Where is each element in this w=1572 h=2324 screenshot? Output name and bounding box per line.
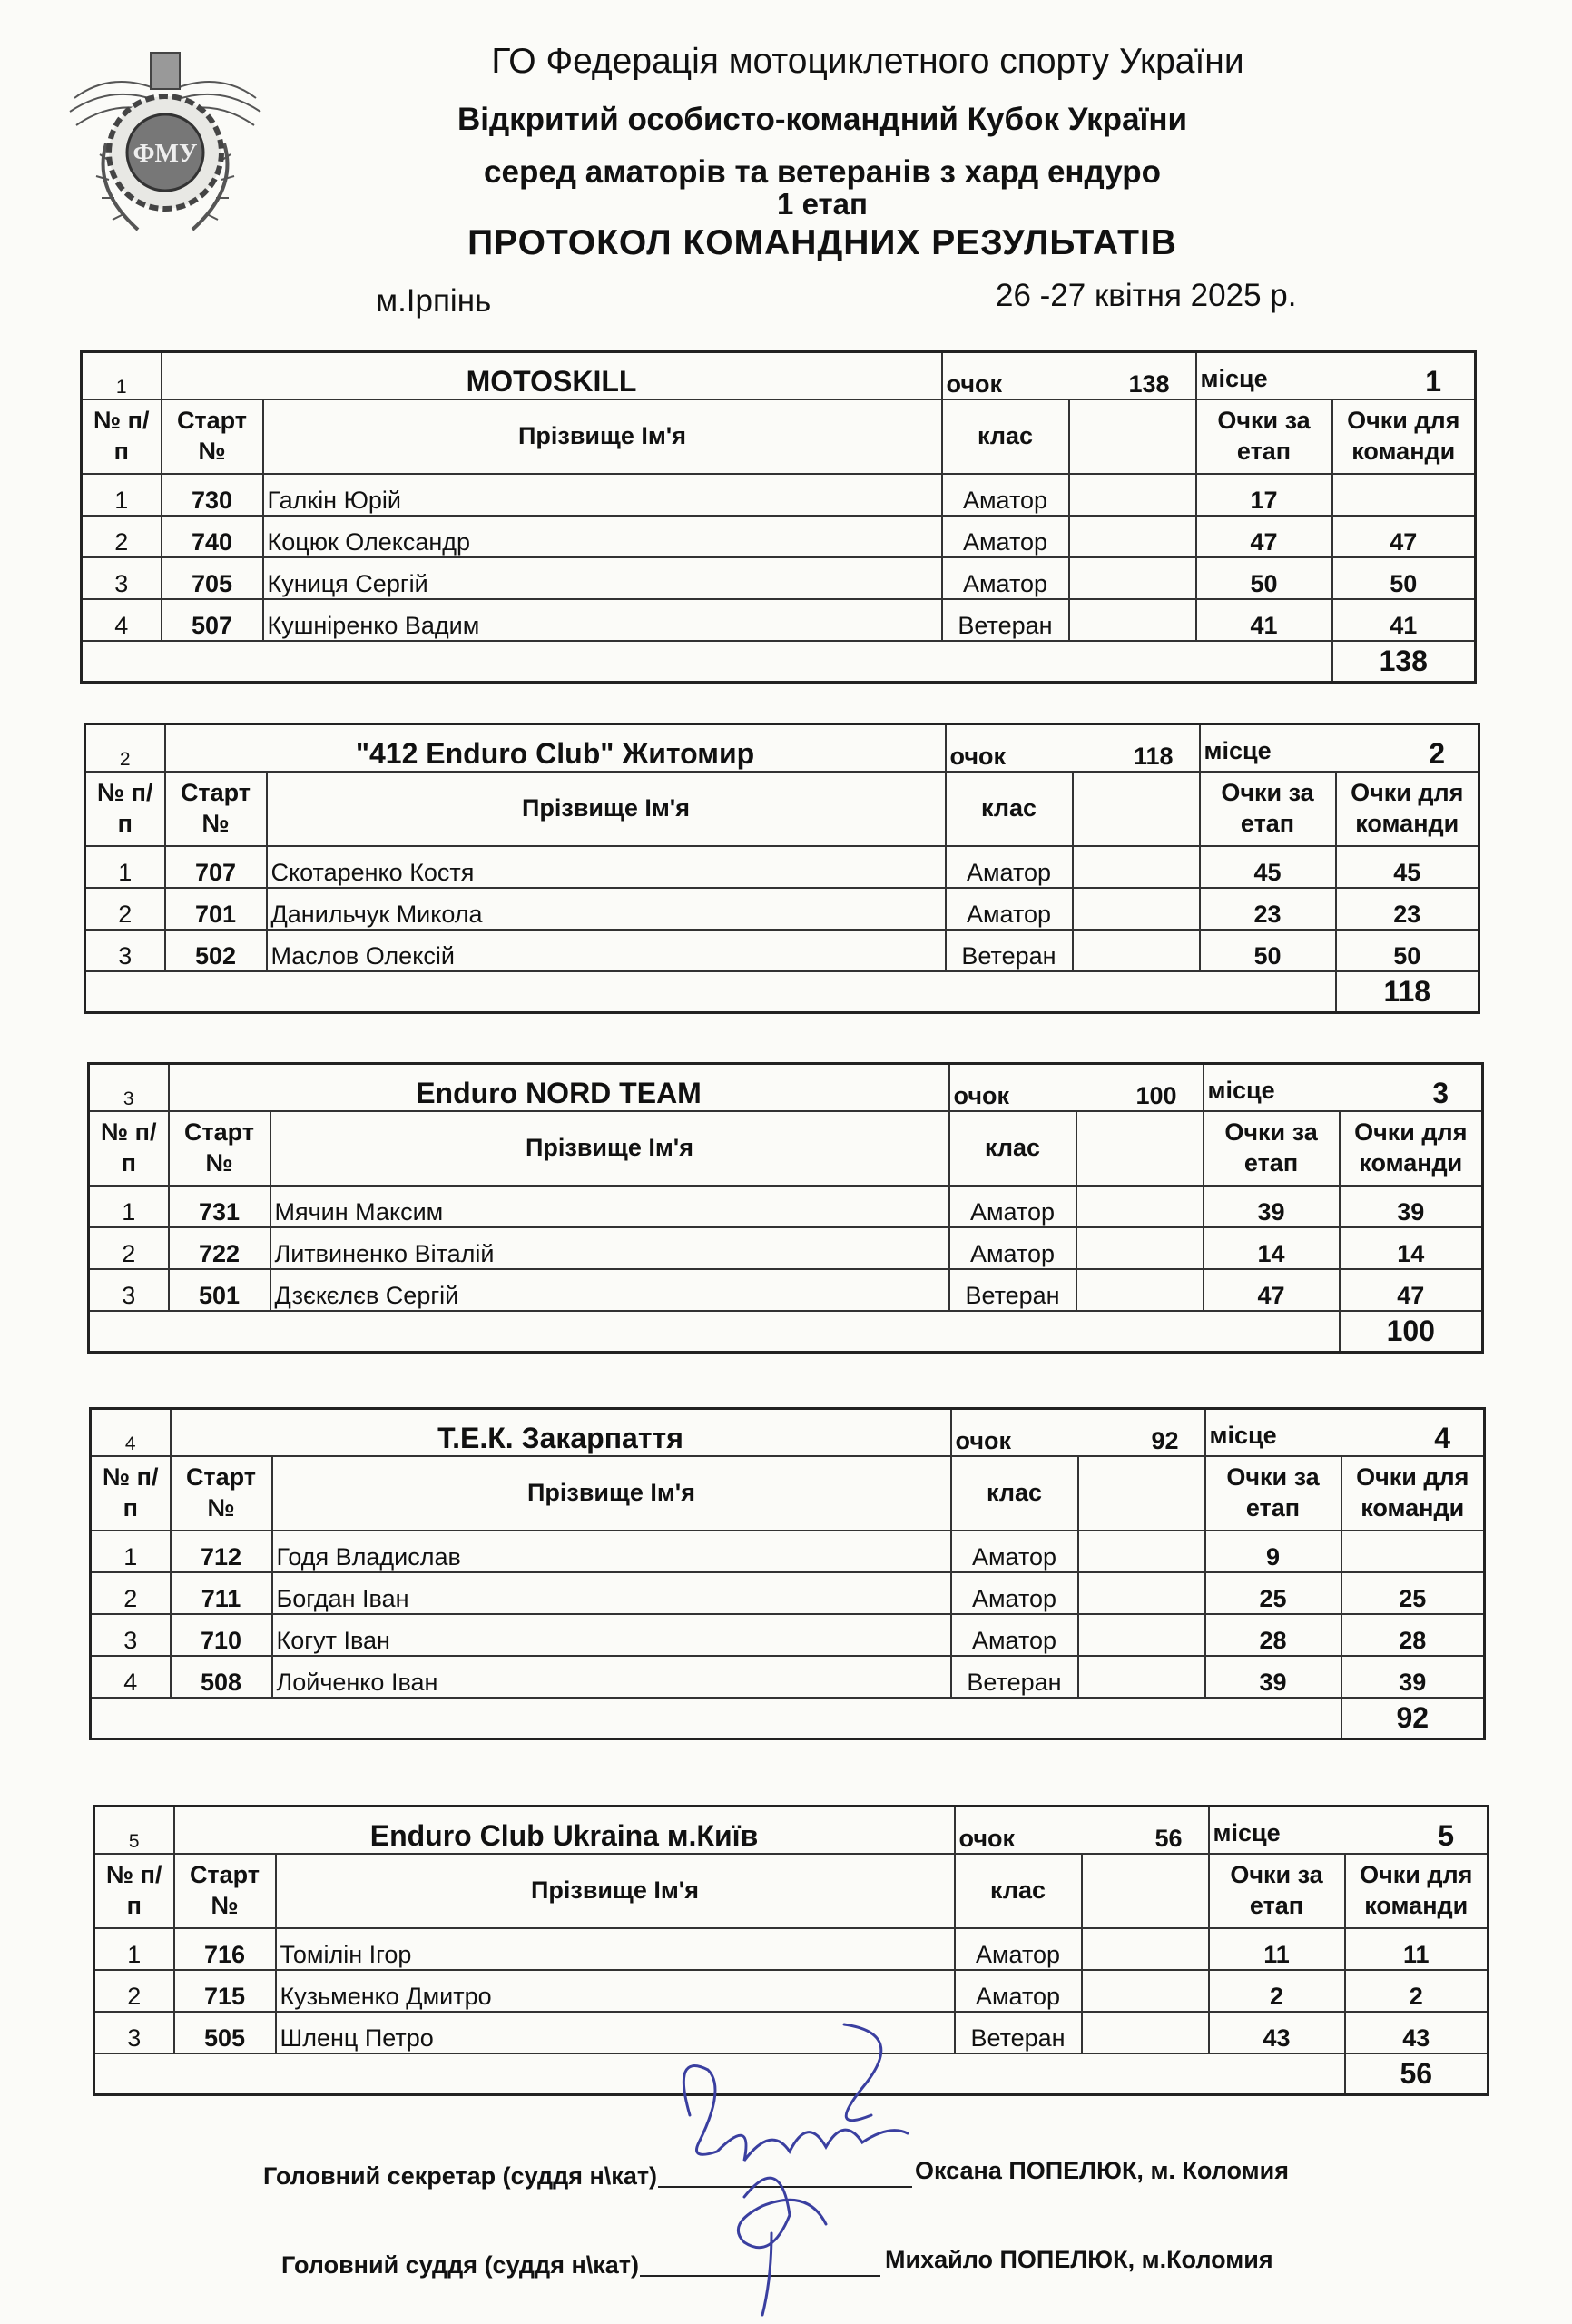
points-value: 92 <box>1151 1426 1179 1454</box>
event-city: м.Ірпінь <box>376 283 492 319</box>
col-no-header: № п/п <box>82 399 162 474</box>
rider-start: 712 <box>171 1531 272 1572</box>
points-value: 138 <box>1128 369 1170 398</box>
rider-no: 1 <box>94 1928 174 1970</box>
col-start-header: Старт № <box>162 399 263 474</box>
rider-team-points: 14 <box>1340 1227 1483 1269</box>
team-number: 4 <box>91 1409 171 1456</box>
column-header-row <box>89 1111 1483 1186</box>
rider-class: Ветеран <box>942 599 1069 641</box>
team-points <box>955 1807 1209 1854</box>
rider-team-points: 50 <box>1336 930 1479 971</box>
col-stage-header: Очки за етап <box>1200 772 1336 846</box>
rider-start: 710 <box>171 1614 272 1656</box>
team-total: 100 <box>1340 1311 1483 1353</box>
rider-blank <box>1069 516 1196 557</box>
rider-name: Куниця Сергій <box>263 557 942 599</box>
col-stage-header: Очки за етап <box>1204 1111 1340 1186</box>
col-team-header: Очки для команди <box>1332 399 1476 474</box>
rider-blank <box>1076 1227 1204 1269</box>
col-blank-header <box>1082 1854 1209 1928</box>
col-stage-header: Очки за етап <box>1205 1456 1341 1531</box>
table-row <box>85 846 1479 888</box>
secretary-name: Оксана ПОПЕЛЮК, м. Коломия <box>915 2157 1289 2184</box>
col-name-header: Прізвище Ім'я <box>267 772 946 846</box>
rider-stage-points: 41 <box>1196 599 1332 641</box>
rider-team-points: 47 <box>1340 1269 1483 1311</box>
rider-class: Аматор <box>942 474 1069 516</box>
rider-start: 507 <box>162 599 263 641</box>
rider-start: 716 <box>174 1928 276 1970</box>
rider-name: Мячин Максим <box>270 1186 949 1227</box>
team-number: 3 <box>89 1064 169 1111</box>
category-title: серед аматорів та ветеранів з хард ендуро <box>484 154 1161 190</box>
team-table <box>80 350 1477 684</box>
logo-text: ФМУ <box>133 140 198 168</box>
team-place <box>1209 1807 1488 1854</box>
place-label: місце <box>1200 364 1268 392</box>
team-number: 1 <box>82 352 162 399</box>
team-name: MOTOSKILL <box>162 352 942 399</box>
team-place <box>1200 724 1479 772</box>
team-name: Т.Е.К. Закарпаття <box>171 1409 951 1456</box>
col-name-header: Прізвище Ім'я <box>276 1854 955 1928</box>
total-blank <box>85 971 1336 1013</box>
stage-title: 1 етап <box>777 187 868 221</box>
column-header-row <box>94 1854 1488 1928</box>
col-no-header: № п/п <box>91 1456 171 1531</box>
points-label: очок <box>955 1426 1012 1454</box>
col-class-header: клас <box>951 1456 1078 1531</box>
rider-blank <box>1082 2012 1209 2053</box>
table-row <box>94 1970 1488 2012</box>
rider-class: Аматор <box>955 1970 1082 2012</box>
rider-blank <box>1076 1186 1204 1227</box>
rider-class: Ветеран <box>955 2012 1082 2053</box>
rider-blank <box>1073 846 1200 888</box>
team-total-row <box>85 971 1479 1013</box>
place-value: 5 <box>1438 1818 1455 1852</box>
rider-no: 3 <box>85 930 165 971</box>
rider-start: 502 <box>165 930 267 971</box>
rider-blank <box>1078 1531 1205 1572</box>
team-total: 118 <box>1336 971 1479 1013</box>
rider-start: 501 <box>169 1269 270 1311</box>
rider-name: Дзєкєлєв Сергій <box>270 1269 949 1311</box>
rider-blank <box>1069 474 1196 516</box>
place-label: місце <box>1213 1818 1281 1846</box>
col-no-header: № п/п <box>85 772 165 846</box>
table-row <box>94 1928 1488 1970</box>
table-row <box>82 516 1476 557</box>
team-points <box>942 352 1196 399</box>
team-total-row <box>91 1698 1485 1739</box>
rider-team-points: 11 <box>1345 1928 1488 1970</box>
col-stage-header: Очки за етап <box>1196 399 1332 474</box>
team-total: 92 <box>1341 1698 1485 1739</box>
table-row <box>89 1269 1483 1311</box>
place-label: місце <box>1209 1421 1277 1449</box>
rider-team-points: 41 <box>1332 599 1476 641</box>
team-points <box>949 1064 1204 1111</box>
points-label: очок <box>949 742 1007 770</box>
rider-team-points: 50 <box>1332 557 1476 599</box>
rider-start: 711 <box>171 1572 272 1614</box>
rider-class: Аматор <box>951 1531 1078 1572</box>
column-header-row <box>91 1456 1485 1531</box>
rider-stage-points: 50 <box>1200 930 1336 971</box>
points-value: 118 <box>1133 742 1174 770</box>
rider-stage-points: 9 <box>1205 1531 1341 1572</box>
judge-label: Головний суддя (суддя н\кат) <box>281 2251 640 2279</box>
rider-class: Ветеран <box>946 930 1073 971</box>
rider-blank <box>1078 1614 1205 1656</box>
rider-stage-points: 2 <box>1209 1970 1345 2012</box>
rider-start: 715 <box>174 1970 276 2012</box>
rider-class: Аматор <box>951 1572 1078 1614</box>
rider-blank <box>1082 1970 1209 2012</box>
federation-title: ГО Федерація мотоциклетного спорту України <box>491 42 1244 81</box>
column-header-row <box>85 772 1479 846</box>
table-row <box>82 599 1476 641</box>
place-value: 1 <box>1425 364 1442 398</box>
rider-name: Галкін Юрій <box>263 474 942 516</box>
team-name: Enduro Club Ukraina м.Київ <box>174 1807 955 1854</box>
table-row <box>91 1531 1485 1572</box>
team-place <box>1205 1409 1485 1456</box>
rider-start: 505 <box>174 2012 276 2053</box>
rider-start: 730 <box>162 474 263 516</box>
rider-name: Литвиненко Віталій <box>270 1227 949 1269</box>
rider-stage-points: 14 <box>1204 1227 1340 1269</box>
team-place <box>1196 352 1476 399</box>
col-class-header: клас <box>942 399 1069 474</box>
rider-name: Коцюк Олександр <box>263 516 942 557</box>
col-blank-header <box>1076 1111 1204 1186</box>
rider-no: 1 <box>89 1186 169 1227</box>
rider-name: Шленц Петро <box>276 2012 955 2053</box>
team-title-row <box>85 724 1479 772</box>
rider-class: Аматор <box>951 1614 1078 1656</box>
rider-start: 740 <box>162 516 263 557</box>
judge-name: Михайло ПОПЕЛЮК, м.Коломия <box>885 2246 1273 2273</box>
col-team-header: Очки для команди <box>1345 1854 1488 1928</box>
col-no-header: № п/п <box>94 1854 174 1928</box>
team-total: 56 <box>1345 2053 1488 2095</box>
col-team-header: Очки для команди <box>1340 1111 1483 1186</box>
rider-name: Скотаренко Костя <box>267 846 946 888</box>
rider-blank <box>1069 557 1196 599</box>
rider-stage-points: 17 <box>1196 474 1332 516</box>
team-name: Enduro NORD TEAM <box>169 1064 949 1111</box>
rider-team-points: 28 <box>1341 1614 1485 1656</box>
col-start-header: Старт № <box>169 1111 270 1186</box>
rider-class: Ветеран <box>949 1269 1076 1311</box>
rider-blank <box>1082 1928 1209 1970</box>
rider-team-points: 43 <box>1345 2012 1488 2053</box>
rider-name: Маслов Олексій <box>267 930 946 971</box>
table-row <box>82 557 1476 599</box>
total-blank <box>89 1311 1340 1353</box>
rider-start: 731 <box>169 1186 270 1227</box>
team-title-row <box>94 1807 1488 1854</box>
col-team-header: Очки для команди <box>1336 772 1479 846</box>
total-blank <box>82 641 1332 683</box>
rider-stage-points: 39 <box>1205 1656 1341 1698</box>
rider-name: Кузьменко Дмитро <box>276 1970 955 2012</box>
handwritten-signature <box>635 2015 935 2324</box>
rider-no: 3 <box>82 557 162 599</box>
rider-stage-points: 50 <box>1196 557 1332 599</box>
table-row <box>89 1186 1483 1227</box>
rider-start: 701 <box>165 888 267 930</box>
rider-blank <box>1069 599 1196 641</box>
col-team-header: Очки для команди <box>1341 1456 1485 1531</box>
rider-stage-points: 43 <box>1209 2012 1345 2053</box>
rider-name: Богдан Іван <box>272 1572 951 1614</box>
col-start-header: Старт № <box>174 1854 276 1928</box>
rider-team-points: 25 <box>1341 1572 1485 1614</box>
table-row <box>85 888 1479 930</box>
rider-no: 2 <box>85 888 165 930</box>
rider-team-points: 2 <box>1345 1970 1488 2012</box>
team-number: 2 <box>85 724 165 772</box>
cup-title: Відкритий особисто-командний Кубок України <box>457 102 1188 137</box>
rider-name: Когут Іван <box>272 1614 951 1656</box>
total-blank <box>91 1698 1341 1739</box>
rider-start: 722 <box>169 1227 270 1269</box>
rider-no: 2 <box>89 1227 169 1269</box>
rider-name: Томілін Ігор <box>276 1928 955 1970</box>
rider-no: 1 <box>82 474 162 516</box>
rider-stage-points: 45 <box>1200 846 1336 888</box>
table-row <box>89 1227 1483 1269</box>
rider-blank <box>1078 1656 1205 1698</box>
rider-stage-points: 28 <box>1205 1614 1341 1656</box>
team-title-row <box>91 1409 1485 1456</box>
team-total-row <box>82 641 1476 683</box>
rider-stage-points: 47 <box>1196 516 1332 557</box>
place-value: 4 <box>1434 1421 1450 1454</box>
team-title-row <box>82 352 1476 399</box>
rider-class: Аматор <box>946 846 1073 888</box>
rider-stage-points: 11 <box>1209 1928 1345 1970</box>
rider-start: 508 <box>171 1656 272 1698</box>
place-value: 2 <box>1429 736 1446 770</box>
rider-team-points: 47 <box>1332 516 1476 557</box>
rider-blank <box>1073 930 1200 971</box>
column-header-row <box>82 399 1476 474</box>
rider-no: 4 <box>82 599 162 641</box>
rider-no: 2 <box>91 1572 171 1614</box>
rider-name: Годя Владислав <box>272 1531 951 1572</box>
team-name: "412 Enduro Club" Житомир <box>165 724 946 772</box>
rider-stage-points: 25 <box>1205 1572 1341 1614</box>
rider-start: 705 <box>162 557 263 599</box>
rider-team-points <box>1341 1531 1485 1572</box>
team-total-row <box>89 1311 1483 1353</box>
rider-blank <box>1073 888 1200 930</box>
rider-name: Данильчук Микола <box>267 888 946 930</box>
rider-class: Аматор <box>955 1928 1082 1970</box>
rider-no: 3 <box>94 2012 174 2053</box>
place-value: 3 <box>1432 1076 1449 1109</box>
team-table <box>87 1062 1484 1354</box>
team-title-row <box>89 1064 1483 1111</box>
rider-team-points: 39 <box>1341 1656 1485 1698</box>
col-class-header: клас <box>946 772 1073 846</box>
col-class-header: клас <box>955 1854 1082 1928</box>
team-total: 138 <box>1332 641 1476 683</box>
points-label: очок <box>953 1081 1010 1109</box>
table-row <box>91 1572 1485 1614</box>
rider-stage-points: 23 <box>1200 888 1336 930</box>
team-table <box>84 723 1480 1014</box>
secretary-label: Головний секретар (суддя н\кат) <box>263 2162 658 2190</box>
rider-no: 4 <box>91 1656 171 1698</box>
rider-stage-points: 39 <box>1204 1186 1340 1227</box>
col-name-header: Прізвище Ім'я <box>270 1111 949 1186</box>
team-points <box>946 724 1200 772</box>
rider-team-points <box>1332 474 1476 516</box>
rider-start: 707 <box>165 846 267 888</box>
rider-team-points: 39 <box>1340 1186 1483 1227</box>
place-label: місце <box>1204 736 1272 764</box>
team-points <box>951 1409 1205 1456</box>
col-name-header: Прізвище Ім'я <box>272 1456 951 1531</box>
table-row <box>85 930 1479 971</box>
col-stage-header: Очки за етап <box>1209 1854 1345 1928</box>
col-start-header: Старт № <box>165 772 267 846</box>
rider-name: Лойченко Іван <box>272 1656 951 1698</box>
rider-class: Ветеран <box>951 1656 1078 1698</box>
col-no-header: № п/п <box>89 1111 169 1186</box>
rider-no: 3 <box>89 1269 169 1311</box>
team-place <box>1204 1064 1483 1111</box>
table-row <box>91 1614 1485 1656</box>
protocol-title: ПРОТОКОЛ КОМАНДНИХ РЕЗУЛЬТАТІВ <box>467 223 1177 262</box>
points-value: 56 <box>1154 1824 1183 1852</box>
rider-no: 2 <box>82 516 162 557</box>
event-date: 26 -27 квітня 2025 р. <box>996 278 1297 313</box>
rider-team-points: 45 <box>1336 846 1479 888</box>
points-label: очок <box>946 369 1003 398</box>
col-blank-header <box>1078 1456 1205 1531</box>
points-label: очок <box>958 1824 1016 1852</box>
rider-no: 3 <box>91 1614 171 1656</box>
rider-class: Аматор <box>949 1227 1076 1269</box>
rider-team-points: 23 <box>1336 888 1479 930</box>
team-table <box>89 1407 1486 1740</box>
rider-class: Аматор <box>942 516 1069 557</box>
place-label: місце <box>1207 1076 1275 1104</box>
team-number: 5 <box>94 1807 174 1854</box>
rider-no: 2 <box>94 1970 174 2012</box>
col-start-header: Старт № <box>171 1456 272 1531</box>
points-value: 100 <box>1135 1081 1177 1109</box>
rider-class: Аматор <box>942 557 1069 599</box>
rider-no: 1 <box>85 846 165 888</box>
table-row <box>91 1656 1485 1698</box>
col-blank-header <box>1073 772 1200 846</box>
rider-blank <box>1076 1269 1204 1311</box>
table-row <box>82 474 1476 516</box>
rider-name: Кушніренко Вадим <box>263 599 942 641</box>
col-name-header: Прізвище Ім'я <box>263 399 942 474</box>
col-blank-header <box>1069 399 1196 474</box>
rider-blank <box>1078 1572 1205 1614</box>
rider-no: 1 <box>91 1531 171 1572</box>
rider-stage-points: 47 <box>1204 1269 1340 1311</box>
rider-class: Аматор <box>946 888 1073 930</box>
col-class-header: клас <box>949 1111 1076 1186</box>
rider-class: Аматор <box>949 1186 1076 1227</box>
